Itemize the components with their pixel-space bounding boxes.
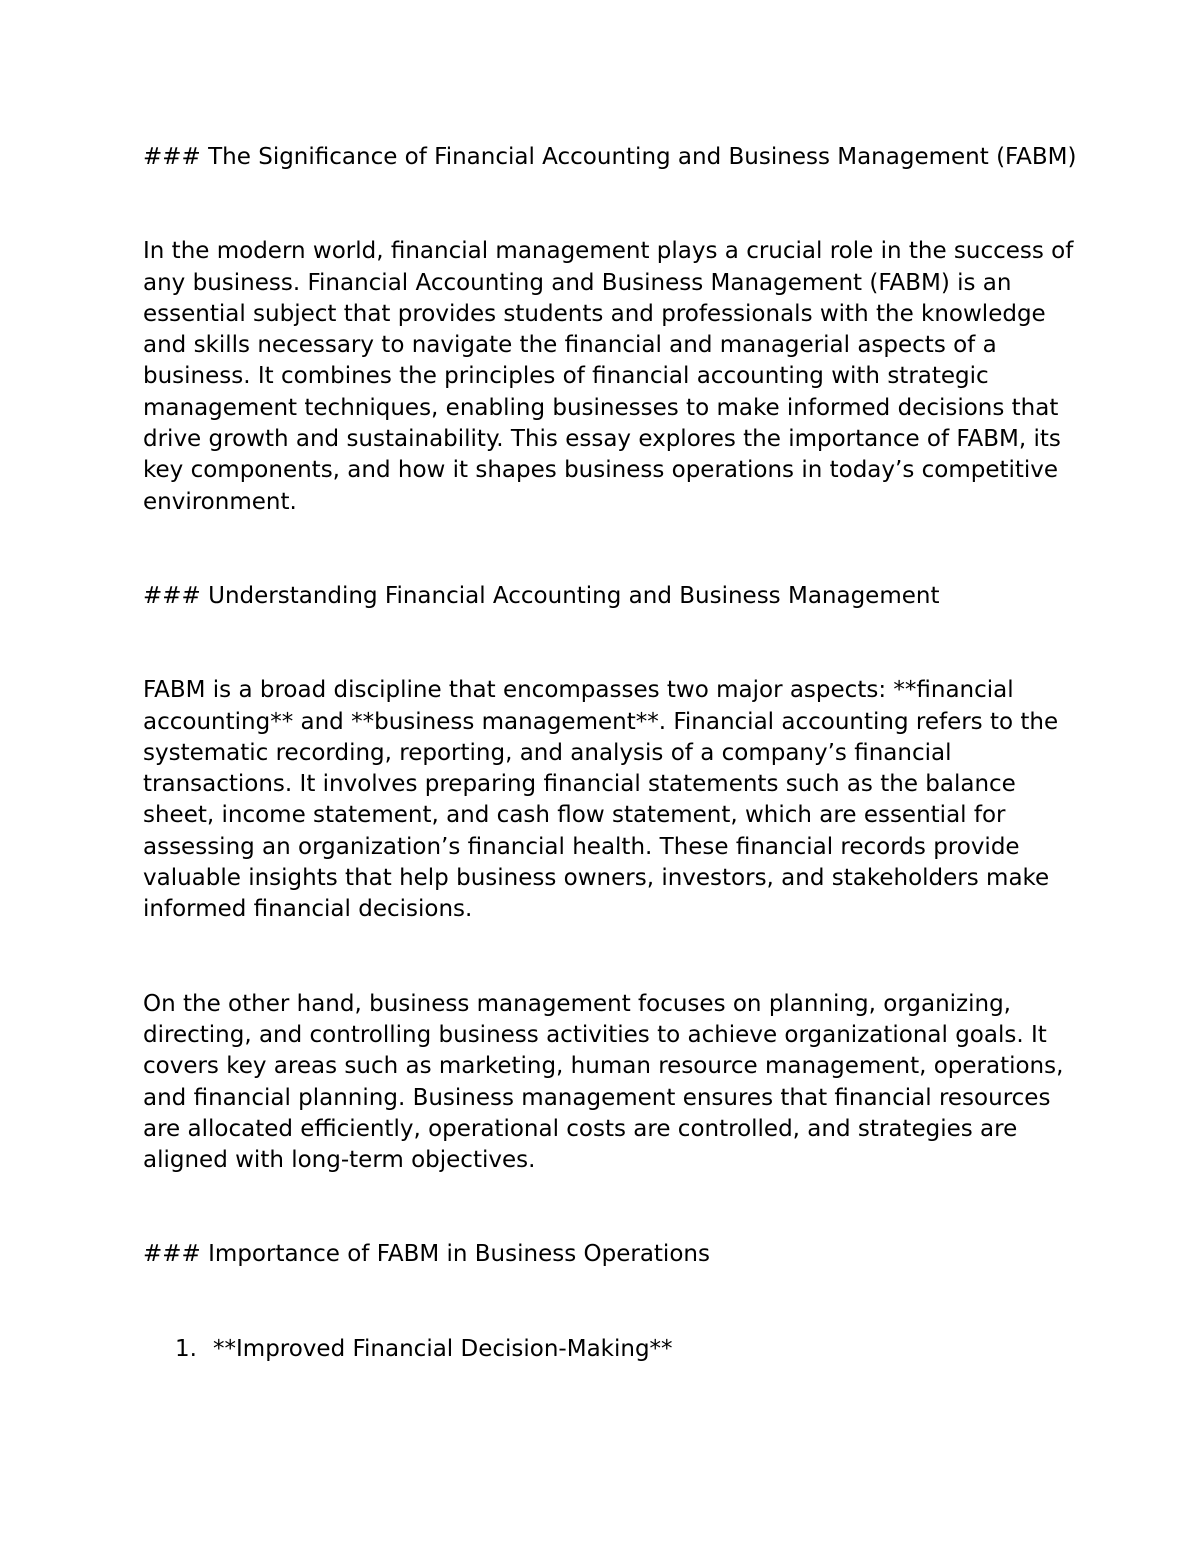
section-heading-significance: ### The Significance of Financial Accounting and Business Management (FABM) bbox=[143, 144, 1077, 170]
paragraph-fabm-definition: FABM is a broad discipline that encompasses two major aspects: **financial accounting** and **business management**. Financial accounting refers to the systematic recording, reporting, and analysis of a company’s financial transactions. It involves preparing financial statements such as the balance sheet, income statement, and cash flow statement, which are essential for assessing an organization’s financial health. These financial records provide valuable insights that help business owners, investors, and stakeholders make informed financial decisions. bbox=[143, 677, 1059, 923]
document-page bbox=[143, 142, 1078, 1365]
list-item-number: 1. bbox=[175, 1335, 197, 1362]
section-heading-understanding: ### Understanding Financial Accounting and Business Management bbox=[143, 582, 940, 609]
numbered-list bbox=[143, 1334, 1078, 1365]
list-item-text: **Improved Financial Decision-Making** bbox=[213, 1335, 673, 1362]
list-item bbox=[143, 1334, 1078, 1365]
paragraph-introduction: In the modern world, financial management plays a crucial role in the success of any business. Financial Accounting and Business Management (FABM) is an essential subject that provides students and professionals with the knowledge and skills necessary to navigate the financial and managerial aspects of a business. It combines the principles of financial accounting with strategic management techniques, enabling businesses to make informed decisions that drive growth and sustainability. This essay explores the importance of FABM, its key components, and how it shapes business operations in today’s competitive environment. bbox=[143, 238, 1074, 515]
paragraph-business-management: On the other hand, business management focuses on planning, organizing, directing, and controlling business activities to achieve organizational goals. It covers key areas such as marketing, human resource management, operations, and financial planning. Business management ensures that financial resources are allocated efficiently, operational costs are controlled, and strategies are aligned with long-term objectives. bbox=[143, 990, 1064, 1174]
section-heading-importance: ### Importance of FABM in Business Operations bbox=[143, 1241, 710, 1268]
